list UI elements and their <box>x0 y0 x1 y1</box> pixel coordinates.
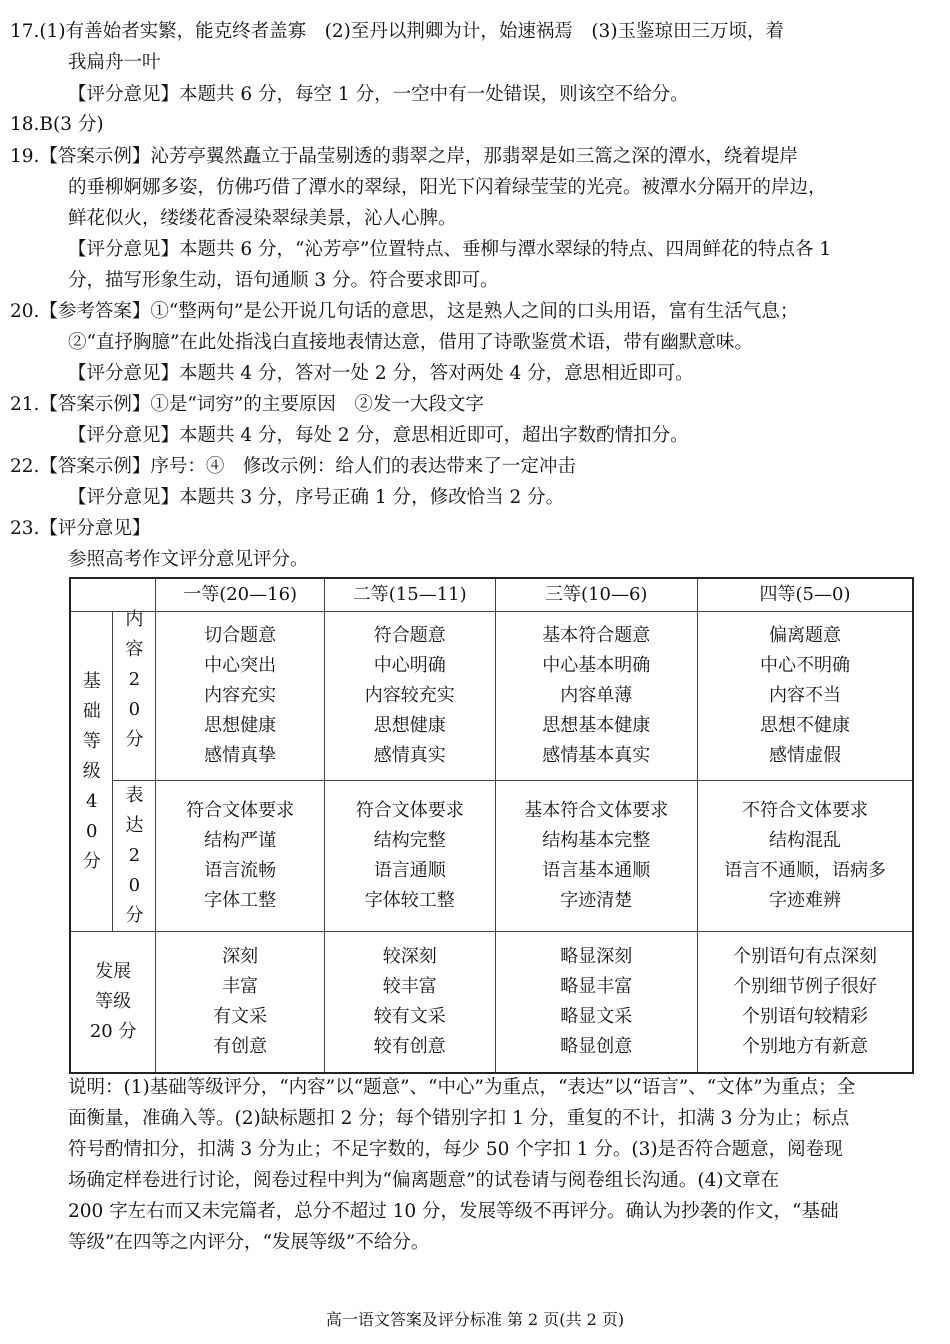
grading-header-row <box>70 578 913 612</box>
q19-score-note-line1: 【评分意见】本题共 6 分，“沁芳亭”位置特点、垂柳与潭水翠绿的特点、四周鲜花的特点各 1 <box>68 239 832 260</box>
header-grade-1: 一等(20—16) <box>156 578 325 612</box>
table-cell-text: 偏离题意 <box>768 625 841 646</box>
table-cell-text: 略显创意 <box>560 1036 633 1057</box>
q17-answer-line1: 17.(1)有善始者实繁，能克终者盖寡 (2)至丹以荆卿为计，始速祸焉 (3)玉鉴琼田三万顷，着 <box>10 21 785 42</box>
expression-grade-2 <box>324 781 495 932</box>
table-cell-text: 内容充实 <box>204 685 277 706</box>
expression-grade-4 <box>697 781 913 932</box>
table-cell-text: 语言流畅 <box>204 860 277 881</box>
q17-score-note: 【评分意见】本题共 6 分，每空 1 分，一空中有一处错误，则该空不给分。 <box>68 84 689 105</box>
development-label-cell <box>70 932 156 1074</box>
development-label-line: 发展 <box>95 961 132 982</box>
table-cell-text: 字迹难辨 <box>768 890 841 911</box>
table-cell-text: 内容单薄 <box>560 685 633 706</box>
table-cell-text: 字体较工整 <box>364 890 455 911</box>
q22-score-note: 【评分意见】本题共 3 分，序号正确 1 分，修改恰当 2 分。 <box>68 487 565 508</box>
table-cell-text: 有创意 <box>213 1036 268 1057</box>
header-grade-3: 三等(10—6) <box>495 578 697 612</box>
table-cell-text: 较有创意 <box>373 1036 446 1057</box>
table-cell-text: 字迹清楚 <box>560 890 633 911</box>
development-label-line: 20 分 <box>89 1021 137 1042</box>
table-cell-text: 较丰富 <box>382 976 437 997</box>
table-cell-text: 切合题意 <box>204 625 277 646</box>
content-row <box>70 612 913 781</box>
table-cell-text: 感情基本真实 <box>542 745 651 766</box>
q20-answer-line2: ②“直抒胸臆”在此处指浅白直接地表情达意，借用了诗歌鉴赏术语，带有幽默意味。 <box>68 332 753 353</box>
table-cell-text: 思想不健康 <box>759 715 850 736</box>
q20-answer-line1: 20.【参考答案】①“整两句”是公开说几句话的意思，这是熟人之间的口头用语，富有生活气息； <box>10 301 799 322</box>
table-cell-text: 略显丰富 <box>560 976 633 997</box>
page-footer: 高一语文答案及评分标准 第 2 页(共 2 页) <box>325 1310 625 1329</box>
table-cell-text: 语言不通顺，语病多 <box>723 860 886 881</box>
base-level-label-cell <box>70 612 113 932</box>
content-grade-4 <box>697 612 913 781</box>
table-cell-text: 感情虚假 <box>768 745 841 766</box>
essay-grading-table <box>69 577 914 1074</box>
table-cell-text: 较深刻 <box>382 946 437 967</box>
table-cell-text: 符合文体要求 <box>186 800 295 821</box>
content-grade-1 <box>156 612 325 781</box>
table-cell-text: 内容不当 <box>768 685 841 706</box>
table-cell-text: 中心明确 <box>373 655 446 676</box>
table-cell-text: 结构完整 <box>373 830 446 851</box>
table-cell-text: 感情真挚 <box>204 745 277 766</box>
q17-answer-line2: 我扁舟一叶 <box>68 52 161 73</box>
table-cell-text: 语言基本通顺 <box>542 860 651 881</box>
table-cell-text: 中心不明确 <box>759 655 850 676</box>
table-cell-text: 感情真实 <box>373 745 446 766</box>
content-grade-2 <box>324 612 495 781</box>
q21-answer: 21.【答案示例】①是“词穷”的主要原因 ②发一大段文字 <box>10 394 484 415</box>
development-label-line: 等级 <box>95 991 132 1012</box>
table-cell-text: 有文采 <box>213 1006 268 1027</box>
table-cell-text: 个别语句有点深刻 <box>732 946 877 967</box>
q18-answer: 18.B(3 分) <box>10 114 104 135</box>
expression-label: 表达20分 <box>125 785 144 926</box>
table-cell-text: 结构基本完整 <box>542 830 651 851</box>
table-cell-text: 深刻 <box>222 946 259 967</box>
table-cell-text: 丰富 <box>222 976 259 997</box>
table-cell-text: 不符合文体要求 <box>741 800 868 821</box>
development-grade-4 <box>697 932 913 1074</box>
content-label-cell <box>113 609 156 781</box>
content-grade-3 <box>495 612 697 781</box>
notes-line-3: 符号酌情扣分，扣满 3 分为止；不足字数的，每少 50 个字扣 1 分。(3)是否符合题意，阅卷现 <box>68 1139 843 1160</box>
table-cell-text: 思想健康 <box>373 715 446 736</box>
notes-line-6: 等级”在四等之内评分，“发展等级”不给分。 <box>68 1232 430 1253</box>
table-cell-text: 语言通顺 <box>373 860 446 881</box>
table-cell-text: 基本符合题意 <box>542 625 651 646</box>
table-cell-text: 思想健康 <box>204 715 277 736</box>
development-row <box>70 932 913 1074</box>
table-cell-text: 个别细节例子很好 <box>732 976 877 997</box>
expression-grade-1 <box>156 781 325 932</box>
q19-score-note-line2: 分，描写形象生动，语句通顺 3 分。符合要求即可。 <box>68 270 499 291</box>
table-cell-text: 符合文体要求 <box>355 800 464 821</box>
content-label: 内容20分 <box>125 609 144 750</box>
table-cell-text: 结构严谨 <box>204 830 277 851</box>
table-cell-text: 个别语句较精彩 <box>741 1006 868 1027</box>
table-cell-text: 基本符合文体要求 <box>524 800 669 821</box>
table-cell-text: 略显深刻 <box>560 946 633 967</box>
expression-row <box>70 781 913 932</box>
development-grade-2 <box>324 932 495 1074</box>
header-grade-4: 四等(5—0) <box>697 578 913 612</box>
header-grade-2: 二等(15—11) <box>324 578 495 612</box>
base-level-label: 基础等级40分 <box>82 670 101 872</box>
expression-grade-3 <box>495 781 697 932</box>
q23-instruction: 参照高考作文评分意见评分。 <box>68 549 309 570</box>
q20-score-note: 【评分意见】本题共 4 分，答对一处 2 分，答对两处 4 分，意思相近即可。 <box>68 363 694 384</box>
q19-answer-line3: 鲜花似火，缕缕花香浸染翠绿美景，沁人心脾。 <box>68 208 457 229</box>
table-cell-text: 思想基本健康 <box>542 715 651 736</box>
table-cell-text: 较有文采 <box>373 1006 446 1027</box>
table-cell-text: 字体工整 <box>204 890 277 911</box>
notes-line-1: 说明：(1)基础等级评分，“内容”以“题意”、“中心”为重点，“表达”以“语言”、“文体”为重点；全 <box>68 1077 856 1098</box>
expression-label-cell <box>113 781 156 932</box>
q19-answer-line1: 19.【答案示例】沁芳亭翼然矗立于晶莹剔透的翡翠之岸，那翡翠是如三篙之深的潭水，绕着堤岸 <box>10 146 798 167</box>
development-grade-3 <box>495 932 697 1074</box>
table-cell-text: 内容较充实 <box>364 685 455 706</box>
table-cell-text: 略显文采 <box>560 1006 633 1027</box>
q23-heading: 23.【评分意见】 <box>10 518 151 539</box>
table-cell-text: 个别地方有新意 <box>741 1036 868 1057</box>
notes-line-4: 场确定样卷进行讨论，阅卷过程中判为“偏离题意”的试卷请与阅卷组长沟通。(4)文章在 <box>68 1170 780 1191</box>
table-cell-text: 结构混乱 <box>768 830 841 851</box>
q22-answer: 22.【答案示例】序号：④ 修改示例：给人们的表达带来了一定冲击 <box>10 456 576 477</box>
table-cell-text: 符合题意 <box>373 625 446 646</box>
notes-line-5: 200 字左右而又未完篇者，总分不超过 10 分，发展等级不再评分。确认为抄袭的作文，“基础 <box>68 1201 839 1222</box>
q21-score-note: 【评分意见】本题共 4 分，每处 2 分，意思相近即可，超出字数酌情扣分。 <box>68 425 689 446</box>
table-cell-text: 中心突出 <box>204 655 277 676</box>
development-grade-1 <box>156 932 325 1074</box>
notes-line-2: 面衡量，准确入等。(2)缺标题扣 2 分；每个错别字扣 1 分，重复的不计，扣满 3 分为止；标点 <box>68 1108 850 1129</box>
table-cell-text: 中心基本明确 <box>542 655 651 676</box>
q19-answer-line2: 的垂柳婀娜多姿，仿佛巧借了潭水的翠绿，阳光下闪着绿莹莹的光亮。被潭水分隔开的岸边， <box>68 177 827 198</box>
